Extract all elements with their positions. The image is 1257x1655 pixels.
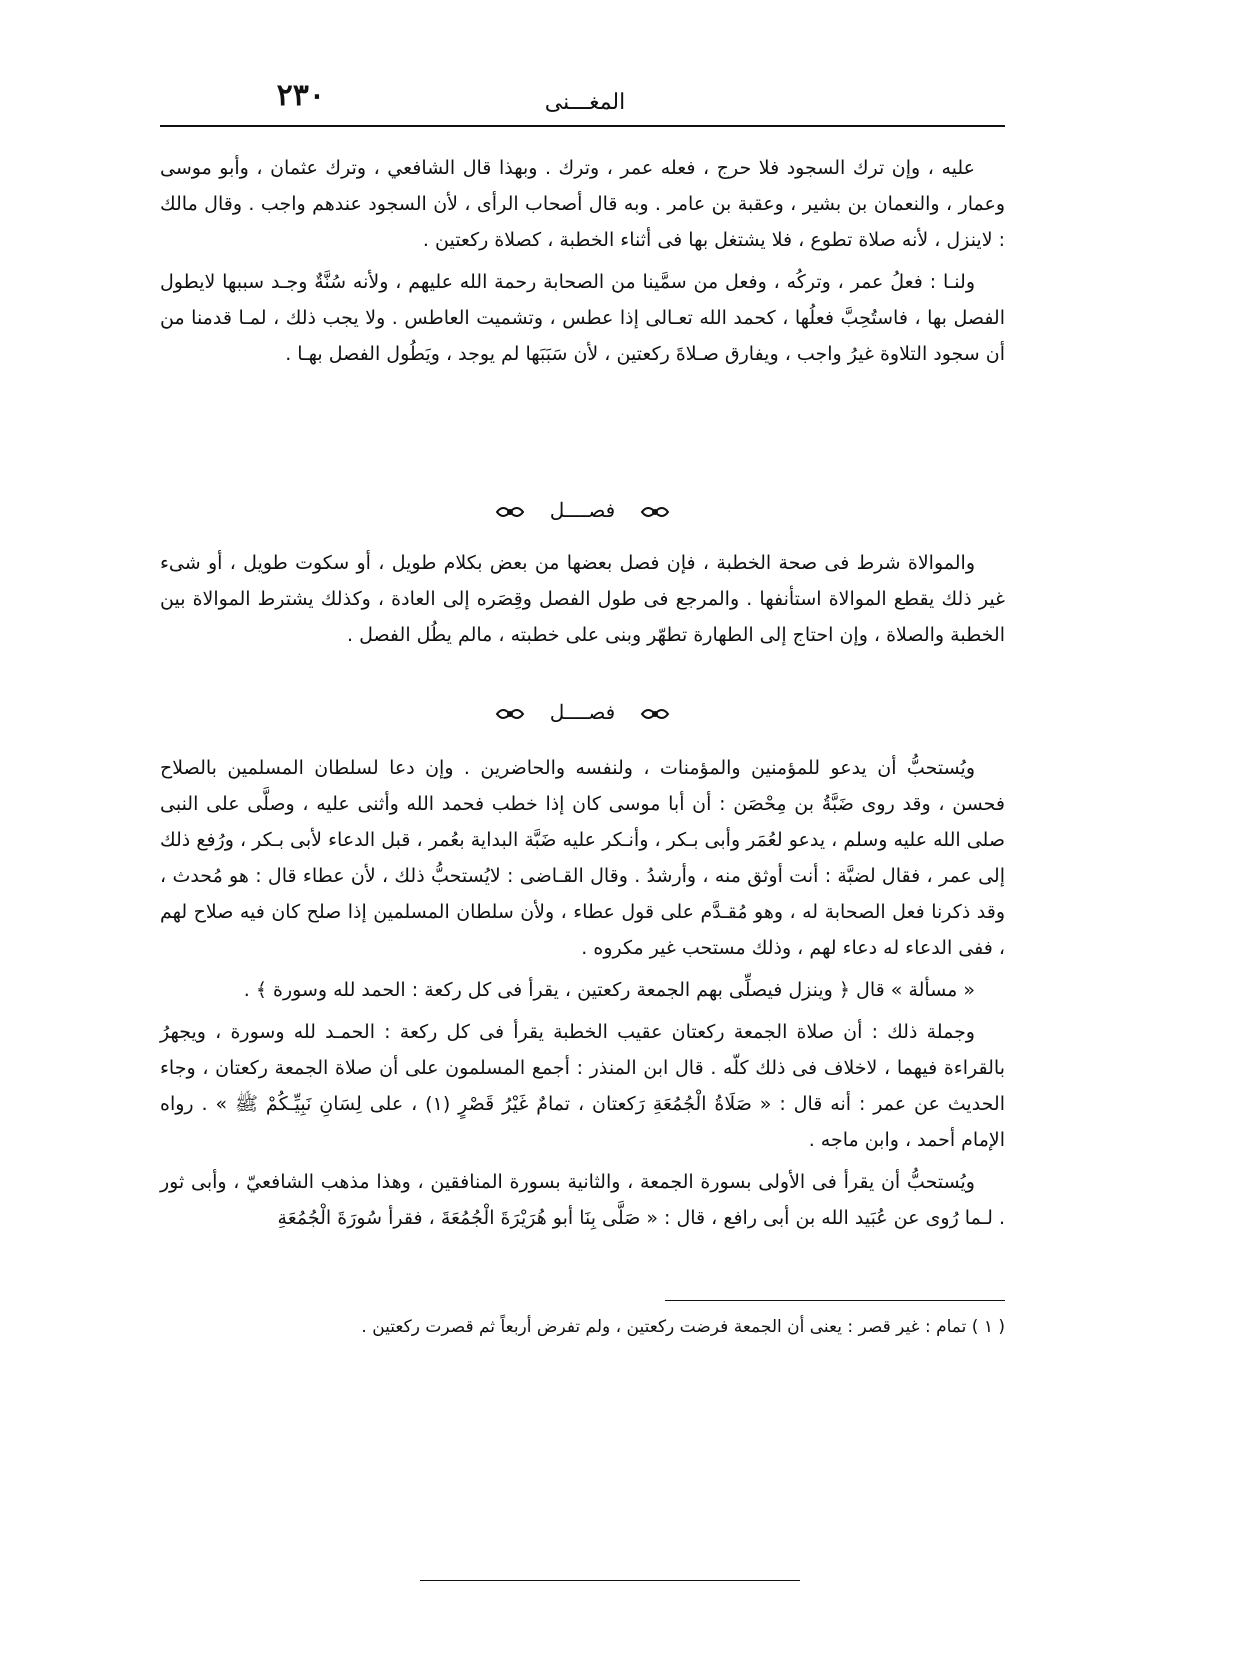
- header-rule: [160, 125, 1005, 127]
- paragraph: عليه ، وإن ترك السجود فلا حرج ، فعله عمر ، وترك . وبهذا قال الشافعي ، وترك عثمان ، وأبو موسى وعمار ، والنعمان بن بشير ، وعقبة بن عامر . وبه قال أصحاب الرأى ، لأن السجود عندهم واجب . وقال مالك : لاينزل ، لأنه صلاة تطوع ، فلا يشتغل بها فى أثناء الخطبة ، كصلاة ركعتين .: [160, 157, 1005, 251]
- text-block-2: [160, 545, 1005, 659]
- paragraph: وجملة ذلك : أن صلاة الجمعة ركعتان عقيب الخطبة يقرأ فى كل ركعة : الحمـد لله وسورة ، ويجهرُ بالقراءة فيهما ، لاخلاف فى ذلك كلّه . قال ابن المنذر : أجمع المسلمون على أن صلاة الجمعة ركعتان ، وجاء الحديث عن عمر : أنه قال : « صَلَاةُ الْجُمُعَةِ رَكعتان ، تمامٌ غَيْرُ قَصْرٍ (١) ، على لِسَانِ نَبِيِّـكُمْ ﷺ » . رواه الإمام أحمد ، وابن ماجه .: [160, 1021, 1005, 1151]
- paragraph: والموالاة شرط فى صحة الخطبة ، فإن فصل بعضها من بعض بكلام طويل ، أو سكوت طويل ، أو شىء غير ذلك يقطع الموالاة استأنفها . والمرجع فى طول الفصل وقِصَره إلى العادة ، وكذلك يشترط الموالاة بين الخطبة والصلاة ، وإن احتاج إلى الطهارة تطهّر وبنى على خطبته ، مالم يطُل الفصل .: [160, 552, 1005, 646]
- ornament-icon: [640, 502, 670, 522]
- text-block-1: [160, 150, 1005, 378]
- paragraph: « مسألة » قال ﴿ وينزل فيصلِّى بهم الجمعة ركعتين ، يقرأ فى كل ركعة : الحمد لله وسورة ﴾ .: [243, 979, 975, 1001]
- ornament-icon: [495, 704, 525, 724]
- text-block-3: [160, 750, 1005, 1242]
- footnote: ( ١ ) تمام : غير قصر : يعنى أن الجمعة فرضت ركعتين ، ولم تفرض أربعاً ثم قصرت ركعتين .: [361, 1317, 1005, 1337]
- running-title: المغـــنى: [544, 90, 626, 115]
- paragraph: ويُستحبُّ أن يقرأ فى الأولى بسورة الجمعة ، والثانية بسورة المنافقين ، وهذا مذهب الشافعيّ ، وأبى ثور . لـما رُوى عن عُبَيد الله بن أبى رافع ، قال : « صَلَّى بِنَا أبو هُرَيْرَةَ الْجُمُعَةَ ، فقرأ سُورَةَ الْجُمُعَةِ: [160, 1171, 1005, 1229]
- section-heading-text: فصــــل: [549, 700, 616, 724]
- section-heading: [160, 700, 1005, 724]
- ornament-icon: [495, 502, 525, 522]
- footnote-rule: [665, 1300, 1005, 1301]
- paragraph: ويُستحبُّ أن يدعو للمؤمنين والمؤمنات ، ولنفسه والحاضرين . وإن دعا لسلطان المسلمين بالصلاح فحسن ، وقد روى ضَبَّةُ بن مِحْصَن : أن أبا موسى كان إذا خطب فحمد الله وأثنى عليه ، وصلَّى على النبى صلى الله عليه وسلم ، يدعو لعُمَر وأبى بـكر ، وأنـكر عليه ضَبَّة البداية بعُمر ، قبل الدعاء لأبى بـكر ، ورُفع ذلك إلى عمر ، فقال لضبَّة : أنت أوثق منه ، وأرشدُ . وقال القـاضى : لايُستحبُّ ذلك ، لأن عطاء قال : هو مُحدث ، وقد ذكرنا فعل الصحابة له ، وهو مُقـدَّم على قول عطاء ، ولأن سلطان المسلمين إذا صلح كان فيه صلاح لهم ، ففى الدعاء له دعاء لهم ، وذلك مستحب غير مكروه .: [160, 757, 1005, 959]
- paragraph: ولنـا : فعلُ عمر ، وتركُه ، وفعل من سمَّينا من الصحابة رحمة الله عليهم ، ولأنه سُنَّةٌ وجـد سببها لايطول الفصل بها ، فاستُحِبَّ فعلُها ، كحمد الله تعـالى إذا عطس ، وتشميت العاطس . ولا يجب ذلك ، لمـا قدمنا من أن سجود التلاوة غيرُ واجب ، ويفارق صـلاةَ ركعتين ، لأن سَبَبَها لم يوجد ، ويَطُول الفصل بهـا .: [160, 271, 1005, 365]
- page-number: ٢٣٠: [276, 78, 325, 113]
- section-heading-text: فصــــل: [549, 498, 616, 522]
- section-heading: [160, 498, 1005, 522]
- bottom-rule: [420, 1580, 800, 1581]
- ornament-icon: [640, 704, 670, 724]
